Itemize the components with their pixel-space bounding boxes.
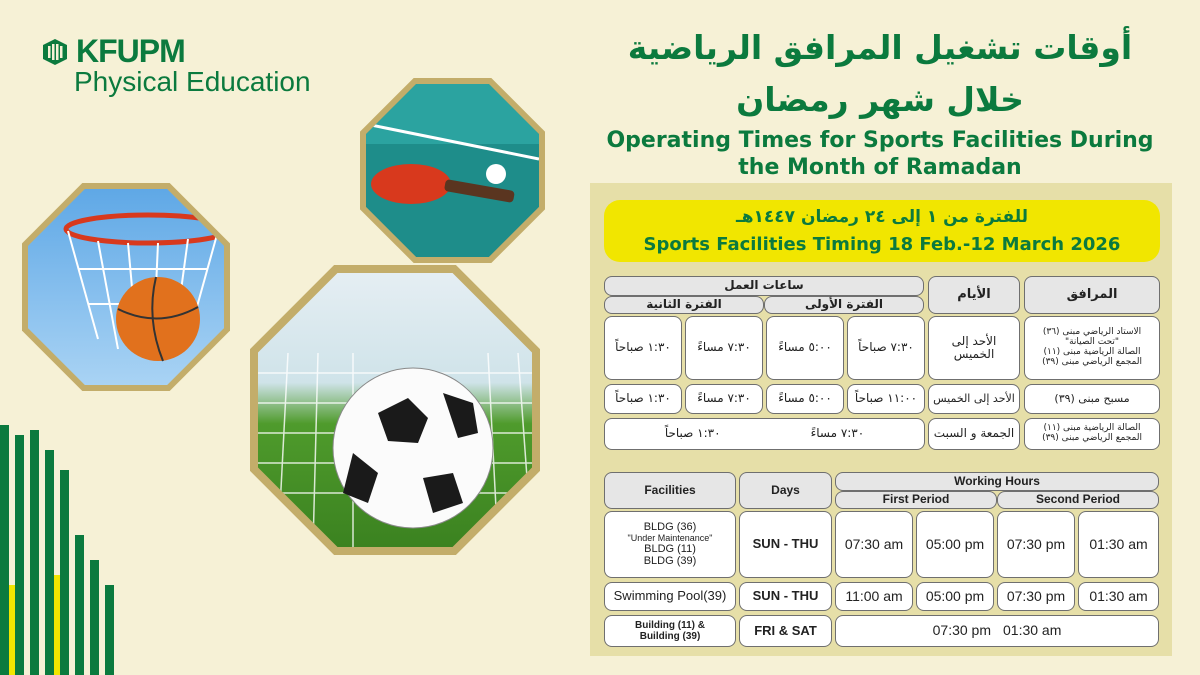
basketball-photo [22,183,230,391]
brand-subtitle: Physical Education [74,66,311,97]
en-r1-fac-line1: BLDG (36) [643,521,697,534]
table-tennis-photo [360,78,545,263]
en-header-working-hours: Working Hours [835,472,1159,491]
en-r1-fac-line2: "Under Maintenance" [627,532,713,543]
ar-r1-time-4: ١:٣٠ صباحاً [604,316,682,380]
en-r1-time-2: 05:00 pm [916,511,994,578]
en-r1-days: SUN - THU [739,511,832,578]
en-r2-days: SUN - THU [739,582,832,611]
en-r1-time-1: 07:30 am [835,511,913,578]
soccer-photo [250,265,540,555]
ar-r3-facility [1024,418,1160,450]
ar-r3-fac-line2: المجمع الرياضي مبنى (٣٩) [1042,433,1142,443]
ar-r2-facility: مسبح مبنى (٣٩) [1024,384,1160,414]
brand-name: KFUPM [76,33,185,69]
ar-r3-times [604,418,925,450]
ar-r1-fac-line2: "تحت الصيانة" [1064,337,1120,348]
en-header-second-period: Second Period [997,491,1159,509]
ar-r1-fac-line1: الاستاد الرياضي مبنى (٣٦) [1042,327,1142,338]
en-r2-time-4: 01:30 am [1078,582,1159,611]
banner-arabic: للفترة من ١ إلى ٢٤ رمضان ١٤٤٧هـ [735,207,1029,227]
title-arabic-line2: خلال شهر رمضان [736,80,1024,119]
ar-r2-time-1: ١١:٠٠ صباحاً [847,384,925,414]
ar-r3-time-1: ٧:٣٠ مساءً [810,426,865,441]
en-r1-time-3: 07:30 pm [997,511,1075,578]
ar-r1-facility [1024,316,1160,380]
en-r3-facility [604,615,736,647]
ar-r1-time-1: ٧:٣٠ صباحاً [847,316,925,380]
en-r1-fac-line4: BLDG (39) [643,555,697,568]
en-header-first-period: First Period [835,491,997,509]
en-r3-days: FRI & SAT [739,615,832,647]
en-r1-facility [604,511,736,578]
banner-english: Sports Facilities Timing 18 Feb.-12 March 2026 [643,234,1121,255]
en-r3-times [835,615,1159,647]
title-english-line2: the Month of Ramadan [738,155,1022,180]
ar-r2-time-3: ٧:٣٠ مساءً [685,384,763,414]
decorative-stripes [0,425,120,675]
en-r2-time-3: 07:30 pm [997,582,1075,611]
en-header-facilities: Facilities [604,472,736,509]
title-english-line1: Operating Times for Sports Facilities During [606,128,1154,153]
ar-r1-days [928,316,1020,380]
en-r2-time-1: 11:00 am [835,582,913,611]
ar-r1-fac-line4: المجمع الرياضي مبنى (٣٩) [1042,356,1142,367]
en-r3-fac-line2: Building (39) [639,631,701,642]
ar-header-working-hours: ساعات العمل [604,276,924,296]
en-r1-fac-line3: BLDG (11) [644,543,696,556]
ar-header-first-period: الفترة الأولى [764,296,924,314]
kfupm-emblem-icon [40,37,70,67]
en-r2-time-2: 05:00 pm [916,582,994,611]
ar-header-second-period: الفترة الثانية [604,296,764,314]
en-r3-fac-line1: Building (11) & [635,620,705,631]
en-header-days: Days [739,472,832,509]
ar-r1-days-line2: الخميس [953,347,995,361]
ar-r1-time-2: ٥:٠٠ مساءً [766,316,844,380]
en-r3-time-1: 07:30 pm [932,622,991,639]
ar-r3-days: الجمعة و السبت [928,418,1020,450]
ar-r1-time-3: ٧:٣٠ مساءً [685,316,763,380]
ar-r2-time-2: ٥:٠٠ مساءً [766,384,844,414]
ar-header-days: الأيام [928,276,1020,314]
en-r1-time-4: 01:30 am [1078,511,1159,578]
ar-r1-fac-line3: الصالة الرياضية مبنى (١١) [1043,347,1141,357]
kfupm-logo [40,33,185,70]
ar-r1-days-line1: الأحد إلى [951,333,997,348]
ar-r2-days: الأحد إلى الخميس [928,384,1020,414]
ar-r3-fac-line1: الصالة الرياضية مبنى (١١) [1043,423,1141,434]
ar-header-facilities: المرافق [1024,276,1160,314]
title-arabic-line1: أوقات تشغيل المرافق الرياضية [627,28,1133,67]
ar-r2-time-4: ١:٣٠ صباحاً [604,384,682,414]
en-r2-facility: Swimming Pool(39) [604,582,736,611]
en-r3-time-2: 01:30 am [1003,622,1062,639]
ar-r3-time-2: ١:٣٠ صباحاً [664,426,721,441]
